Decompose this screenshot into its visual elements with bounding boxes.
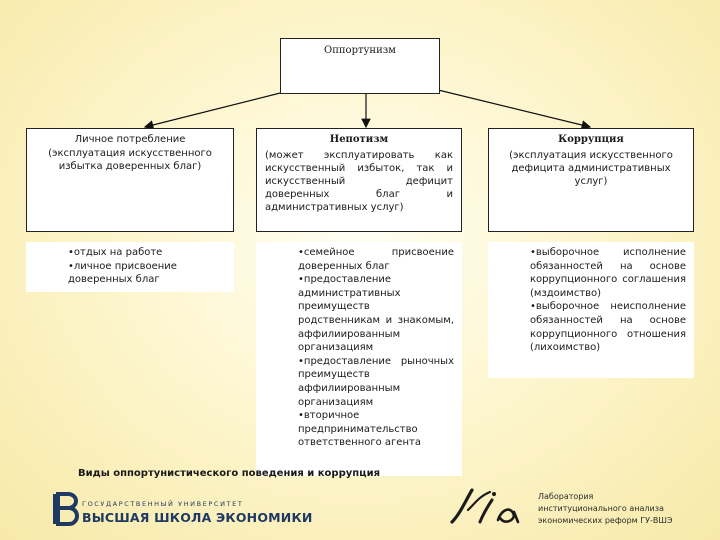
list-item: • семейное присвоение доверенных благ [298, 246, 454, 273]
personal-consumption-box [26, 128, 234, 232]
nepotism-box [256, 128, 462, 232]
arrow-to-personal [145, 88, 300, 127]
university-line1: ГОСУДАРСТВЕННЫЙ УНИВЕРСИТЕТ [82, 500, 244, 508]
corruption-title: Коррупция [558, 134, 624, 145]
root-box [280, 38, 440, 94]
list-item: • личное присвоение доверенных благ [68, 260, 234, 287]
list-item: • выборочное неисполнение обязанностей на основе коррупционного отношения (лихоимство) [530, 300, 686, 354]
corruption-subtitle: (эксплуатация искусственного дефицита административных услуг) [509, 150, 673, 187]
hse-logo-icon [50, 492, 80, 526]
personal-consumption-title: Личное потребление [74, 134, 186, 145]
corruption-items-panel [488, 242, 694, 378]
lab-logo-icon [446, 486, 526, 530]
list-item: • вторичное предпринимательство ответственного агента [298, 409, 454, 450]
diagram-caption: Виды оппортунистического поведения и коррупция [78, 468, 381, 479]
lab-line2: институционального анализа [538, 504, 664, 513]
list-item: • предоставление административных преимуществ родственникам и знакомым, аффилиированным организациям [298, 273, 454, 355]
personal-consumption-items-panel [26, 242, 234, 292]
lab-line3: экономических реформ ГУ-ВШЭ [538, 516, 673, 525]
corruption-items [530, 242, 686, 355]
personal-consumption-items [68, 242, 234, 287]
nepotism-subtitle: (может эксплуатировать как искусственный избыток, так и искусственный дефицит доверенных благ и административных услуг) [265, 150, 453, 213]
corruption-box [488, 128, 694, 232]
lab-line1: Лаборатория [538, 492, 594, 501]
nepotism-items [298, 242, 454, 450]
nepotism-title: Непотизм [329, 134, 389, 145]
list-item: • предоставление рыночных преимуществ аффилиированным организациям [298, 355, 454, 409]
university-line2: ВЫСШАЯ ШКОЛА ЭКОНОМИКИ [82, 510, 313, 525]
personal-consumption-subtitle: (эксплуатация искусственного избытка доверенных благ) [48, 148, 212, 172]
nepotism-items-panel [256, 242, 462, 476]
root-title: Оппортунизм [324, 45, 396, 56]
list-item: • выборочное исполнение обязанностей на основе коррупционного соглашения (мздоимство) [530, 246, 686, 300]
arrow-to-corruption [430, 88, 590, 127]
list-item: • отдых на работе [68, 246, 234, 260]
